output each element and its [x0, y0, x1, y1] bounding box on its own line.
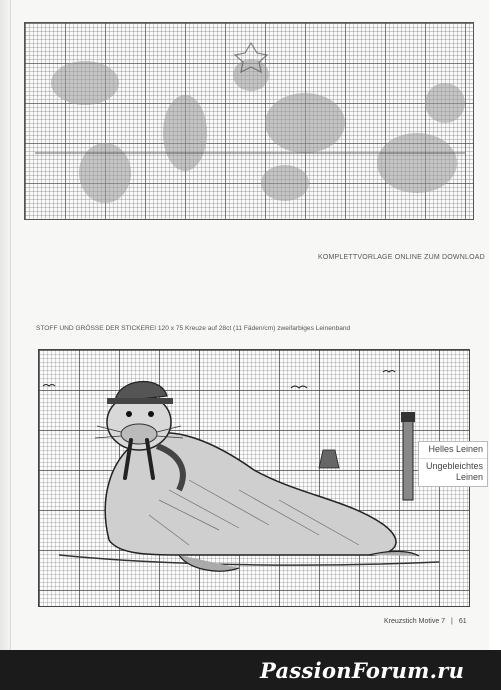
magazine-title: Kreuzstich Motive 7 — [384, 618, 446, 625]
motif-bird-center — [163, 95, 207, 171]
lighthouse — [403, 420, 413, 500]
page-number: 61 — [458, 618, 467, 625]
motif-bird-left — [79, 143, 131, 203]
top-cross-stitch-chart — [24, 22, 474, 220]
top-chart-motifs — [25, 23, 473, 219]
lighthouse-lamp — [401, 412, 415, 422]
fabric-info-text: STOFF UND GRÖSSE DER STICKEREI 120 x 75 Kreuze auf 28ct (11 Fäden/cm) zweifarbiges Leinenband — [36, 325, 351, 332]
motif-cloud — [51, 61, 119, 105]
buoy — [319, 450, 339, 468]
motif-bird-right — [377, 133, 457, 193]
legend-item-unbleached-linen: Ungebleichtes Leinen — [425, 461, 483, 482]
seagull-3 — [43, 385, 55, 387]
walrus-eye-right — [148, 411, 154, 417]
motif-star — [233, 59, 269, 91]
page-binding-edge — [0, 0, 10, 690]
walrus-pattern — [39, 350, 469, 606]
walrus-hat-brim — [107, 398, 173, 404]
download-note: KOMPLETTVORLAGE ONLINE ZUM DOWNLOAD — [318, 254, 485, 261]
motif-flower-right — [425, 83, 465, 123]
motif-flower — [265, 93, 345, 153]
walrus-cross-stitch-chart — [38, 349, 470, 607]
site-watermark: PassionForum.ru — [260, 658, 465, 683]
motif-leaves — [261, 165, 309, 201]
fabric-color-legend — [418, 441, 488, 487]
walrus-snout — [121, 424, 157, 444]
walrus-eye-left — [126, 411, 132, 417]
walrus-front-flipper — [179, 555, 239, 571]
footer-separator: | — [451, 618, 453, 625]
ground-line — [59, 555, 439, 565]
seagull-2 — [383, 371, 395, 373]
legend-item-light-linen: Helles Leinen — [419, 442, 487, 459]
page-footer — [384, 618, 467, 625]
seagull-1 — [291, 386, 307, 388]
